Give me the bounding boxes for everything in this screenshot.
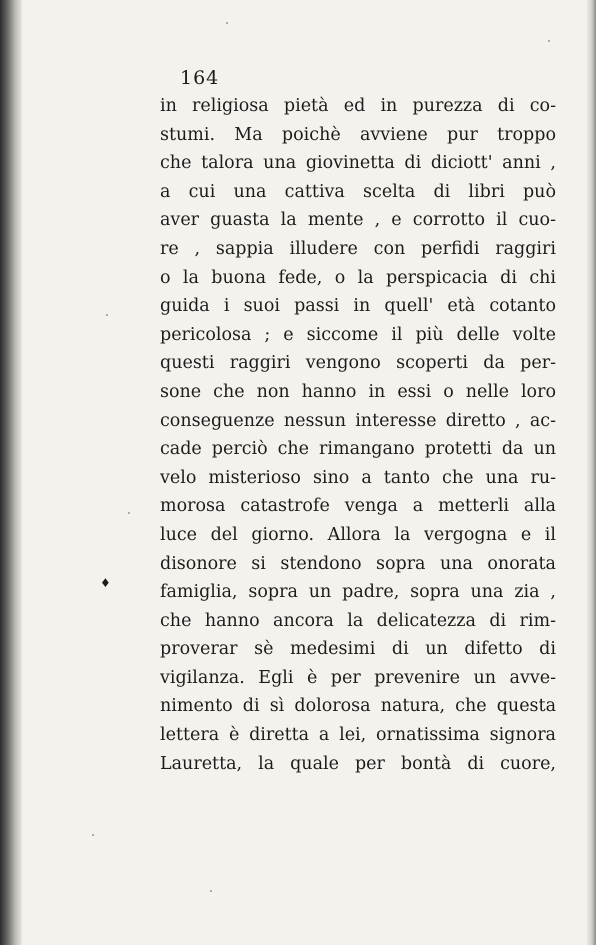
text-line: conseguenze nessun interesse diretto , ac- bbox=[160, 410, 556, 431]
text-line: lettera è diretta a lei, ornatissima signora bbox=[160, 725, 556, 746]
text-line: che talora una giovinetta di diciott' anni , bbox=[160, 153, 556, 174]
paper-speck bbox=[106, 314, 108, 316]
text-line: aver guasta la mente , e corrotto il cuo- bbox=[160, 210, 556, 231]
text-line: che hanno ancora la delicatezza di rim- bbox=[160, 610, 556, 631]
text-line: questi raggiri vengono scoperti da per- bbox=[160, 353, 556, 374]
margin-mark-icon: ♦ bbox=[100, 576, 111, 590]
text-line: luce del giorno. Allora la vergogna e il bbox=[160, 524, 556, 545]
text-line: nimento di sì dolorosa natura, che questa bbox=[160, 696, 556, 717]
paper-speck bbox=[128, 512, 130, 514]
text-line: vigilanza. Egli è per prevenire un avve- bbox=[160, 667, 556, 688]
text-line: disonore si stendono sopra una onorata bbox=[160, 553, 556, 574]
page-number: 164 bbox=[180, 67, 220, 89]
paper-speck bbox=[226, 22, 228, 24]
text-line: proverar sè medesimi di un difetto di bbox=[160, 639, 556, 660]
text-line: cade perciò che rimangano protetti da un bbox=[160, 439, 556, 460]
text-line: famiglia, sopra un padre, sopra una zia , bbox=[160, 582, 556, 603]
paper-speck bbox=[548, 40, 550, 42]
book-spine-shadow bbox=[0, 0, 22, 945]
paper-speck bbox=[92, 834, 94, 836]
text-line: stumi. Ma poichè avviene pur troppo bbox=[160, 124, 556, 145]
page-text-block bbox=[160, 64, 556, 778]
text-line: morosa catastrofe venga a metterli alla bbox=[160, 496, 556, 517]
text-line: Lauretta, la quale per bontà di cuore, bbox=[160, 753, 556, 774]
paper-speck bbox=[210, 890, 212, 892]
text-line: pericolosa ; e siccome il più delle volte bbox=[160, 324, 556, 345]
text-line: in religiosa pietà ed in purezza di co- bbox=[160, 96, 556, 116]
text-line: sone che non hanno in essi o nelle loro bbox=[160, 381, 556, 402]
text-line: velo misterioso sino a tanto che una ru- bbox=[160, 467, 556, 488]
text-line: o la buona fede, o la perspicacia di chi bbox=[160, 267, 556, 288]
text-line: re , sappia illudere con perfidi raggiri bbox=[160, 238, 556, 259]
text-line: a cui una cattiva scelta di libri può bbox=[160, 181, 556, 202]
page-edge bbox=[586, 0, 596, 945]
text-line: guida i suoi passi in quell' età cotanto bbox=[160, 296, 556, 317]
